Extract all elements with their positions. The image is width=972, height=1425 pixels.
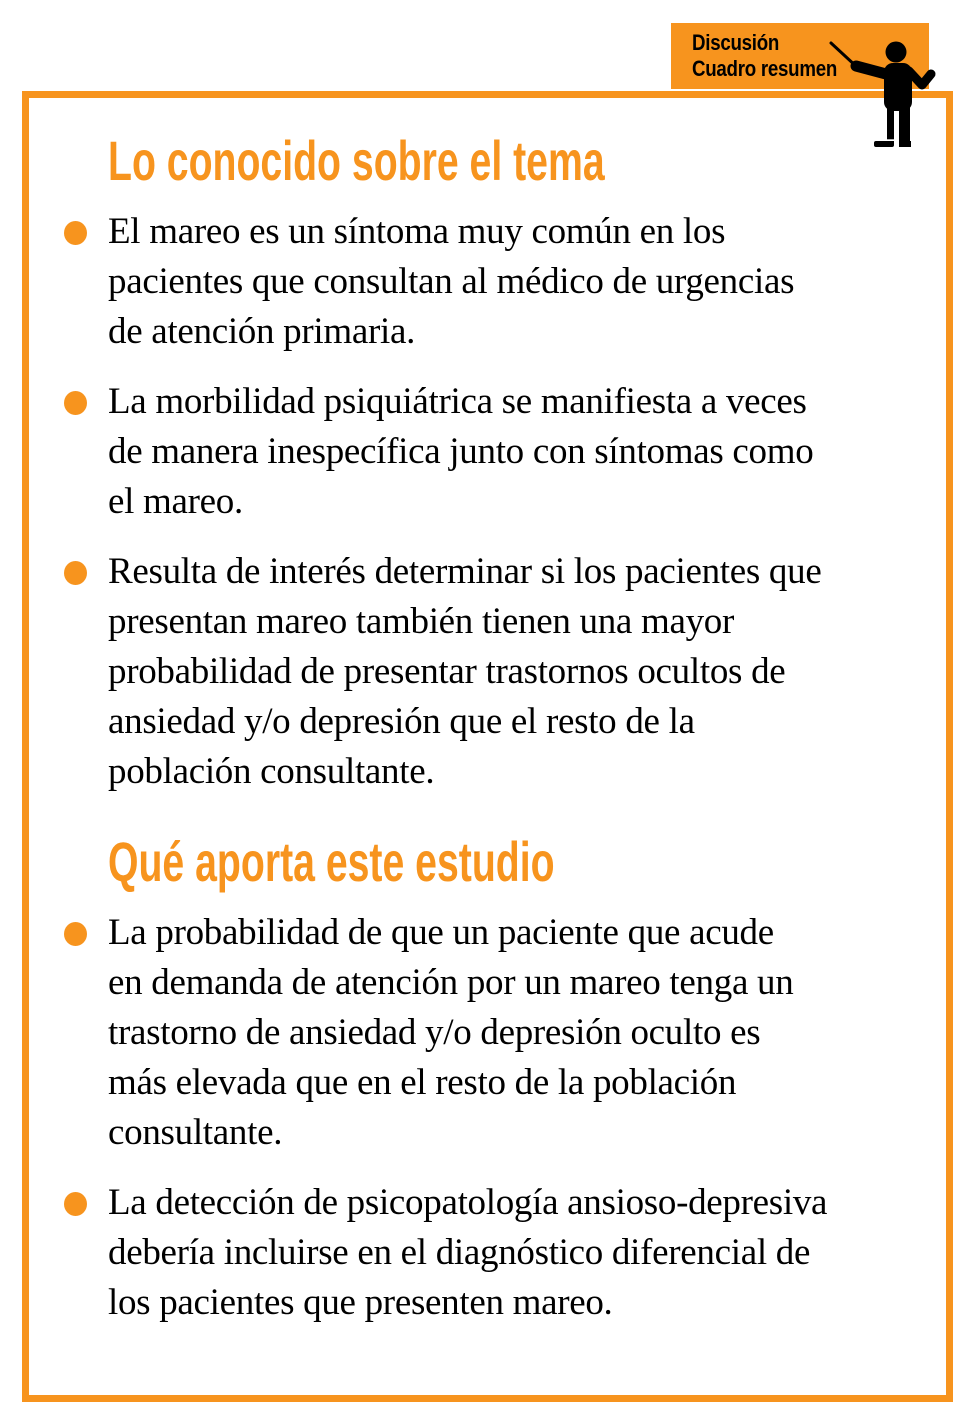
bullet-dot-icon: [64, 391, 87, 415]
section-heading-text: Lo conocido sobre el tema: [108, 129, 605, 192]
bullet-line: pacientes que consultan al médico de urgencias: [108, 261, 795, 302]
tab-label-cuadro-resumen: Cuadro resumen: [692, 56, 838, 81]
bullet-line: La morbilidad psiquiátrica se manifiesta a veces: [108, 381, 807, 422]
bullet-line: probabilidad de presentar trastornos ocultos de: [108, 651, 786, 692]
bullet-line: el mareo.: [108, 481, 243, 522]
bullet-line: consultante.: [108, 1112, 283, 1153]
bullet-dot-icon: [64, 561, 87, 585]
bullet-dot-icon: [64, 221, 87, 245]
presenter-with-pointer-icon: [818, 20, 948, 150]
bullet-line: más elevada que en el resto de la población: [108, 1062, 737, 1103]
bullet-line: trastorno de ansiedad y/o depresión oculto es: [108, 1012, 761, 1053]
section-heading-lo-conocido: [108, 129, 926, 192]
bullet-line: La detección de psicopatología ansioso-depresiva: [108, 1182, 828, 1223]
bullet-dot-icon: [64, 1192, 87, 1216]
bullet-line: debería incluirse en el diagnóstico diferencial de: [108, 1232, 811, 1273]
bullet-item: [108, 1178, 926, 1328]
bullet-line: ansiedad y/o depresión que el resto de la: [108, 701, 695, 742]
bullet-line: los pacientes que presenten mareo.: [108, 1282, 613, 1323]
bullet-line: en demanda de atención por un mareo tenga un: [108, 962, 794, 1003]
bullet-item: [108, 207, 926, 357]
tab-label-discusion: Discusión: [692, 30, 780, 55]
bullet-item: [108, 908, 926, 1158]
bullet-list-lo-conocido: [108, 207, 926, 797]
section-heading-que-aporta: [108, 830, 926, 893]
summary-content: [29, 98, 946, 1348]
bullet-line: de manera inespecífica junto con síntomas como: [108, 431, 814, 472]
bullet-line: población consultante.: [108, 751, 435, 792]
bullet-item: [108, 547, 926, 797]
bullet-line: La probabilidad de que un paciente que acude: [108, 912, 774, 953]
bullet-line: presentan mareo también tienen una mayor: [108, 601, 734, 642]
bullet-line: Resulta de interés determinar si los pacientes que: [108, 551, 822, 592]
section-heading-text: Qué aporta este estudio: [108, 830, 555, 893]
bullet-line: El mareo es un síntoma muy común en los: [108, 211, 726, 252]
bullet-item: [108, 377, 926, 527]
bullet-line: de atención primaria.: [108, 311, 416, 352]
bullet-dot-icon: [64, 922, 87, 946]
bullet-list-que-aporta: [108, 908, 926, 1328]
